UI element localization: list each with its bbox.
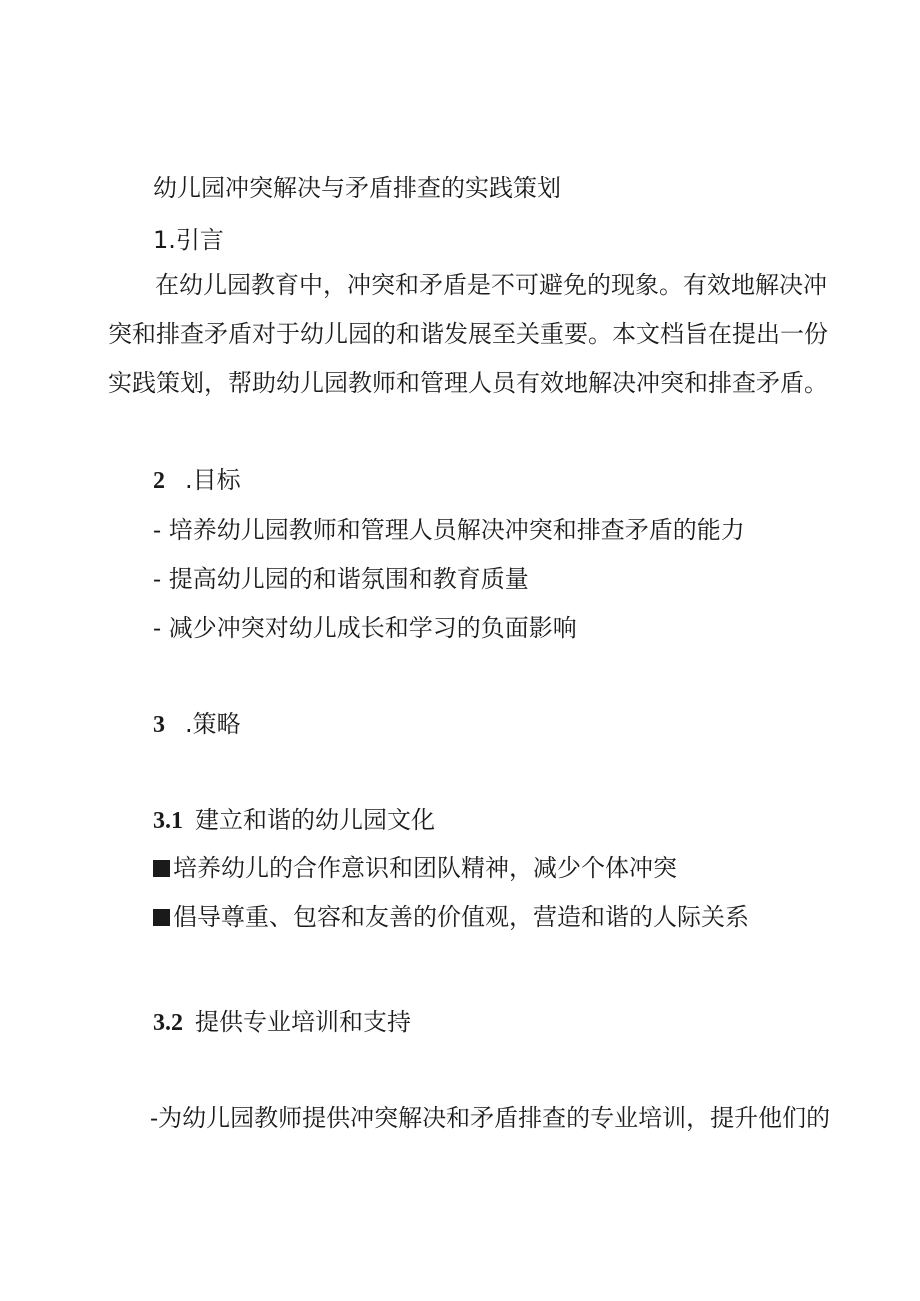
bullet-item-1 [153, 851, 677, 885]
subsection-title: 建立和谐的幼儿园文化 [195, 806, 435, 834]
subsection-heading-3-2 [153, 1005, 411, 1040]
intro-paragraph-line-1: 在幼儿园教育中，冲突和矛盾是不可避免的现象。有效地解决冲 [155, 271, 827, 299]
square-bullet-icon [153, 909, 170, 926]
bullet-text: 培养幼儿的合作意识和团队精神，减少个体冲突 [173, 854, 677, 882]
section-title: .策略 [185, 710, 241, 738]
section-number: 3 [153, 712, 165, 738]
goal-item-3: - 减少冲突对幼儿成长和学习的负面影响 [153, 614, 577, 642]
subsection-title: 提供专业培训和支持 [195, 1008, 411, 1036]
intro-paragraph-line-3: 实践策划，帮助幼儿园教师和管理人员有效地解决冲突和排查矛盾。 [108, 369, 828, 397]
section-number: 2 [153, 468, 165, 494]
bullet-text: 倡导尊重、包容和友善的价值观，营造和谐的人际关系 [173, 903, 749, 931]
section-heading-intro: 1.引言 [153, 226, 224, 254]
subsection-number: 3.1 [153, 808, 183, 834]
subsection-number: 3.2 [153, 1010, 183, 1036]
intro-paragraph-line-2: 突和排查矛盾对于幼儿园的和谐发展至关重要。本文档旨在提出一份 [108, 320, 828, 348]
document-title: 幼儿园冲突解决与矛盾排查的实践策划 [153, 174, 561, 202]
goal-item-2: - 提高幼儿园的和谐氛围和教育质量 [153, 565, 529, 593]
training-item-1: -为幼儿园教师提供冲突解决和矛盾排查的专业培训，提升他们的 [150, 1104, 831, 1132]
section-heading-goals [153, 463, 241, 498]
goal-item-1: - 培养幼儿园教师和管理人员解决冲突和排查矛盾的能力 [153, 516, 745, 544]
subsection-heading-3-1 [153, 803, 435, 838]
section-heading-strategy [153, 707, 241, 742]
square-bullet-icon [153, 860, 170, 877]
section-title: .目标 [185, 466, 241, 494]
bullet-item-2 [153, 900, 749, 934]
